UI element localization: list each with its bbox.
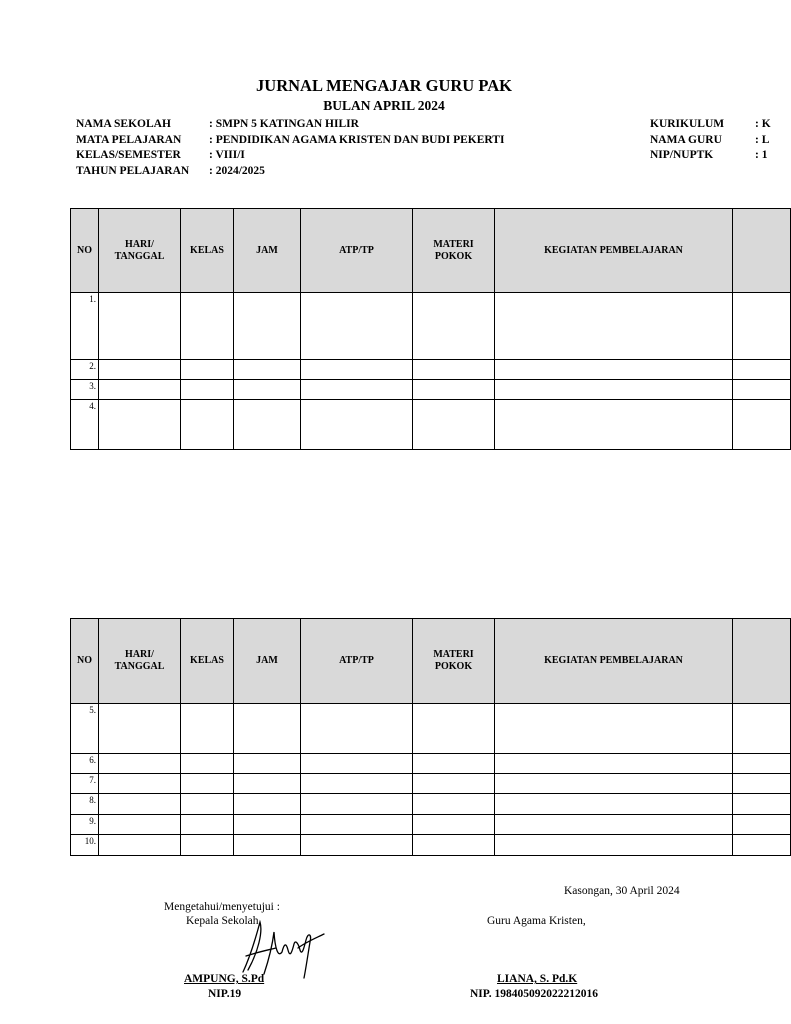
cell <box>733 794 791 815</box>
header-extra <box>733 619 791 704</box>
info-label: KELAS/SEMESTER <box>76 149 181 161</box>
table-row <box>71 400 791 450</box>
info-label: NIP/NUPTK <box>650 149 714 161</box>
cell <box>234 380 301 400</box>
table-header-row <box>71 619 791 704</box>
row-number: 8. <box>71 794 99 815</box>
cell <box>413 815 495 835</box>
cell <box>99 774 181 794</box>
cell <box>234 794 301 815</box>
document-title: JURNAL MENGAJAR GURU PAK <box>256 76 512 95</box>
info-value: : PENDIDIKAN AGAMA KRISTEN DAN BUDI PEKERTI <box>209 133 505 146</box>
row-number: 3. <box>71 380 99 400</box>
cell <box>733 835 791 856</box>
header-atp-tp: ATP/TP <box>301 209 413 293</box>
cell <box>234 360 301 380</box>
cell <box>301 293 413 360</box>
journal-table-2 <box>70 618 791 856</box>
cell <box>234 815 301 835</box>
cell <box>99 380 181 400</box>
cell <box>413 360 495 380</box>
row-number: 7. <box>71 774 99 794</box>
table-row <box>71 835 791 856</box>
header-extra <box>733 209 791 293</box>
cell <box>733 754 791 774</box>
cell <box>413 704 495 754</box>
cell <box>181 360 234 380</box>
header-no: NO <box>71 209 99 293</box>
info-label: MATA PELAJARAN <box>76 133 182 146</box>
header-day-date: HARI/ TANGGAL <box>99 209 181 293</box>
header-class: KELAS <box>181 619 234 704</box>
principal-title: Kepala Sekolah, <box>186 915 262 927</box>
cell <box>733 774 791 794</box>
row-number: 2. <box>71 360 99 380</box>
cell <box>234 400 301 450</box>
cell <box>733 704 791 754</box>
cell <box>413 293 495 360</box>
cell <box>99 794 181 815</box>
cell <box>181 400 234 450</box>
info-right-block <box>650 117 771 164</box>
cell <box>495 400 733 450</box>
table-row <box>71 293 791 360</box>
place-date: Kasongan, 30 April 2024 <box>564 885 680 897</box>
table-row <box>71 774 791 794</box>
row-number: 4. <box>71 400 99 450</box>
cell <box>181 835 234 856</box>
table-header-row <box>71 209 791 293</box>
header-activity: KEGIATAN PEMBELAJARAN <box>495 619 733 704</box>
cell <box>99 835 181 856</box>
info-label: TAHUN PELAJARAN <box>76 164 190 177</box>
cell <box>181 754 234 774</box>
info-curriculum <box>650 117 771 133</box>
info-year <box>76 164 504 180</box>
info-value: : L <box>755 133 770 146</box>
cell <box>99 400 181 450</box>
cell <box>495 380 733 400</box>
cell <box>301 400 413 450</box>
row-number: 9. <box>71 815 99 835</box>
cell <box>234 754 301 774</box>
cell <box>495 835 733 856</box>
cell <box>99 293 181 360</box>
journal-table-1 <box>70 208 791 450</box>
cell <box>301 380 413 400</box>
cell <box>733 815 791 835</box>
table-row <box>71 380 791 400</box>
info-nip <box>650 148 771 164</box>
cell <box>181 774 234 794</box>
cell <box>495 774 733 794</box>
cell <box>234 293 301 360</box>
header-atp-tp: ATP/TP <box>301 619 413 704</box>
info-subject <box>76 133 504 149</box>
cell <box>234 835 301 856</box>
cell <box>301 704 413 754</box>
table-row <box>71 754 791 774</box>
row-number: 1. <box>71 293 99 360</box>
cell <box>413 794 495 815</box>
cell <box>413 754 495 774</box>
header-material: MATERI POKOK <box>413 619 495 704</box>
cell <box>301 360 413 380</box>
cell <box>495 794 733 815</box>
cell <box>234 774 301 794</box>
info-value: : 2024/2025 <box>209 164 265 177</box>
header-material: MATERI POKOK <box>413 209 495 293</box>
table-row <box>71 360 791 380</box>
info-school <box>76 117 504 133</box>
cell <box>413 400 495 450</box>
cell <box>99 704 181 754</box>
cell <box>495 360 733 380</box>
cell <box>733 400 791 450</box>
info-label: NAMA GURU <box>650 133 722 146</box>
cell <box>234 704 301 754</box>
info-label: KURIKULUM <box>650 118 725 130</box>
cell <box>301 794 413 815</box>
cell <box>301 774 413 794</box>
table-row <box>71 815 791 835</box>
info-left-block <box>76 117 504 179</box>
info-value: : K <box>755 118 771 130</box>
table-row <box>71 704 791 754</box>
header-day-date: HARI/ TANGGAL <box>99 619 181 704</box>
cell <box>733 360 791 380</box>
cell <box>413 835 495 856</box>
cell <box>181 794 234 815</box>
header-class: KELAS <box>181 209 234 293</box>
cell <box>301 835 413 856</box>
cell <box>181 815 234 835</box>
cell <box>99 754 181 774</box>
principal-name: AMPUNG, S.Pd <box>184 973 265 985</box>
row-number: 10. <box>71 835 99 856</box>
cell <box>181 380 234 400</box>
info-teacher <box>650 133 771 149</box>
table-row <box>71 794 791 815</box>
approval-label: Mengetahui/menyetujui : <box>164 901 280 913</box>
info-value: : SMPN 5 KATINGAN HILIR <box>209 118 359 130</box>
cell <box>413 380 495 400</box>
header-activity: KEGIATAN PEMBELAJARAN <box>495 209 733 293</box>
cell <box>733 293 791 360</box>
cell <box>495 754 733 774</box>
row-number: 6. <box>71 754 99 774</box>
header-hour: JAM <box>234 619 301 704</box>
document-subtitle: BULAN APRIL 2024 <box>323 98 445 113</box>
cell <box>99 360 181 380</box>
info-label: NAMA SEKOLAH <box>76 118 171 130</box>
cell <box>301 815 413 835</box>
teacher-nip: NIP. 198405092022212016 <box>470 988 598 1000</box>
info-class <box>76 148 504 164</box>
cell <box>495 704 733 754</box>
header-no: NO <box>71 619 99 704</box>
cell <box>733 380 791 400</box>
cell <box>301 754 413 774</box>
info-value: : 1 <box>755 149 768 161</box>
cell <box>99 815 181 835</box>
cell <box>495 815 733 835</box>
cell <box>181 293 234 360</box>
teacher-title: Guru Agama Kristen, <box>487 915 586 927</box>
row-number: 5. <box>71 704 99 754</box>
teacher-name: LIANA, S. Pd.K <box>497 973 578 985</box>
cell <box>413 774 495 794</box>
cell <box>181 704 234 754</box>
header-hour: JAM <box>234 209 301 293</box>
info-value: : VIII/I <box>209 149 245 161</box>
principal-nip: NIP.19 <box>208 988 242 1000</box>
cell <box>495 293 733 360</box>
